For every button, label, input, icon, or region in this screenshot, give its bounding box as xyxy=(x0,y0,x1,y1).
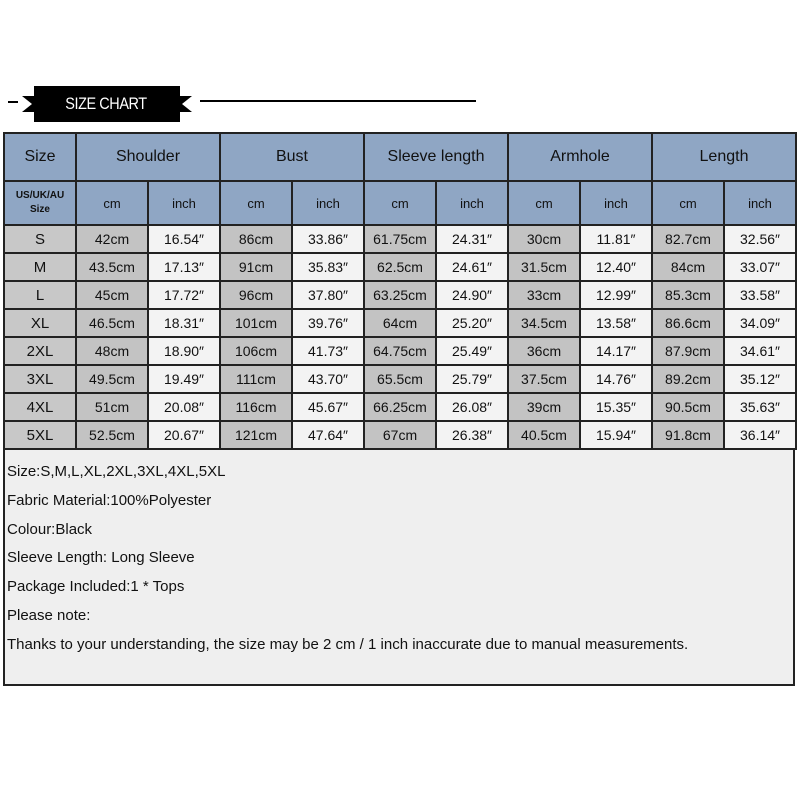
size-table xyxy=(3,132,797,450)
unit-inch: inch xyxy=(724,181,796,225)
cm-value: 89.2cm xyxy=(652,365,724,393)
banner-title: SIZE CHART xyxy=(65,94,147,113)
inch-value: 15.94″ xyxy=(580,421,652,449)
cm-value: 101cm xyxy=(220,309,292,337)
inch-value: 18.90″ xyxy=(148,337,220,365)
inch-value: 37.80″ xyxy=(292,281,364,309)
cm-value: 45cm xyxy=(76,281,148,309)
unit-inch: inch xyxy=(436,181,508,225)
table-row xyxy=(4,225,796,253)
inch-value: 26.08″ xyxy=(436,393,508,421)
inch-value: 16.54″ xyxy=(148,225,220,253)
cm-value: 43.5cm xyxy=(76,253,148,281)
cm-value: 64.75cm xyxy=(364,337,436,365)
cm-value: 33cm xyxy=(508,281,580,309)
cm-value: 116cm xyxy=(220,393,292,421)
note-disclaimer: Thanks to your understanding, the size may be 2 cm / 1 inch inaccurate due to manual measurements. xyxy=(7,635,689,653)
size-label: S xyxy=(4,225,76,253)
inch-value: 26.38″ xyxy=(436,421,508,449)
unit-cm: cm xyxy=(76,181,148,225)
table-row xyxy=(4,421,796,449)
size-chart-banner xyxy=(0,78,800,128)
unit-inch: inch xyxy=(148,181,220,225)
col-header-armhole: Armhole xyxy=(508,133,652,181)
inch-value: 13.58″ xyxy=(580,309,652,337)
inch-value: 43.70″ xyxy=(292,365,364,393)
cm-value: 61.75cm xyxy=(364,225,436,253)
note-package: Package Included:1 * Tops xyxy=(7,578,185,596)
size-label: L xyxy=(4,281,76,309)
banner-dash xyxy=(8,101,18,103)
unit-cm: cm xyxy=(508,181,580,225)
col-header-shoulder: Shoulder xyxy=(76,133,220,181)
inch-value: 41.73″ xyxy=(292,337,364,365)
cm-value: 52.5cm xyxy=(76,421,148,449)
inch-value: 24.31″ xyxy=(436,225,508,253)
inch-value: 35.83″ xyxy=(292,253,364,281)
inch-value: 20.08″ xyxy=(148,393,220,421)
inch-value: 34.09″ xyxy=(724,309,796,337)
cm-value: 51cm xyxy=(76,393,148,421)
cm-value: 121cm xyxy=(220,421,292,449)
cm-value: 62.5cm xyxy=(364,253,436,281)
cm-value: 67cm xyxy=(364,421,436,449)
cm-value: 31.5cm xyxy=(508,253,580,281)
product-notes xyxy=(7,458,787,660)
cm-value: 85.3cm xyxy=(652,281,724,309)
inch-value: 14.76″ xyxy=(580,365,652,393)
inch-value: 45.67″ xyxy=(292,393,364,421)
col-header-bust: Bust xyxy=(220,133,364,181)
cm-value: 39cm xyxy=(508,393,580,421)
cm-value: 48cm xyxy=(76,337,148,365)
inch-value: 34.61″ xyxy=(724,337,796,365)
table-row xyxy=(4,365,796,393)
unit-inch: inch xyxy=(580,181,652,225)
col-header-sleeve-length: Sleeve length xyxy=(364,133,508,181)
cm-value: 111cm xyxy=(220,365,292,393)
banner-rule xyxy=(200,100,476,102)
cm-value: 64cm xyxy=(364,309,436,337)
cm-value: 63.25cm xyxy=(364,281,436,309)
unit-cm: cm xyxy=(364,181,436,225)
cm-value: 86cm xyxy=(220,225,292,253)
note-colour: Colour:Black xyxy=(7,520,93,538)
table-row xyxy=(4,393,796,421)
unit-cm: cm xyxy=(220,181,292,225)
inch-value: 17.72″ xyxy=(148,281,220,309)
cm-value: 65.5cm xyxy=(364,365,436,393)
cm-value: 49.5cm xyxy=(76,365,148,393)
inch-value: 47.64″ xyxy=(292,421,364,449)
table-row xyxy=(4,337,796,365)
cm-value: 37.5cm xyxy=(508,365,580,393)
inch-value: 35.12″ xyxy=(724,365,796,393)
size-label: 3XL xyxy=(4,365,76,393)
inch-value: 24.90″ xyxy=(436,281,508,309)
inch-value: 14.17″ xyxy=(580,337,652,365)
inch-value: 18.31″ xyxy=(148,309,220,337)
size-label: M xyxy=(4,253,76,281)
inch-value: 33.86″ xyxy=(292,225,364,253)
inch-value: 24.61″ xyxy=(436,253,508,281)
note-sleeve: Sleeve Length: Long Sleeve xyxy=(7,549,195,567)
cm-value: 46.5cm xyxy=(76,309,148,337)
inch-value: 32.56″ xyxy=(724,225,796,253)
cm-value: 40.5cm xyxy=(508,421,580,449)
inch-value: 12.40″ xyxy=(580,253,652,281)
note-sizes: Size:S,M,L,XL,2XL,3XL,4XL,5XL xyxy=(7,463,226,480)
cm-value: 34.5cm xyxy=(508,309,580,337)
inch-value: 11.81″ xyxy=(580,225,652,253)
note-please: Please note: xyxy=(7,606,91,624)
cm-value: 84cm xyxy=(652,253,724,281)
cm-value: 87.9cm xyxy=(652,337,724,365)
size-label: XL xyxy=(4,309,76,337)
inch-value: 36.14″ xyxy=(724,421,796,449)
inch-value: 19.49″ xyxy=(148,365,220,393)
inch-value: 12.99″ xyxy=(580,281,652,309)
table-row xyxy=(4,253,796,281)
cm-value: 42cm xyxy=(76,225,148,253)
cm-value: 82.7cm xyxy=(652,225,724,253)
cm-value: 106cm xyxy=(220,337,292,365)
inch-value: 33.07″ xyxy=(724,253,796,281)
inch-value: 33.58″ xyxy=(724,281,796,309)
unit-cm: cm xyxy=(652,181,724,225)
size-header: Size xyxy=(4,133,76,181)
inch-value: 25.20″ xyxy=(436,309,508,337)
note-fabric: Fabric Material:100%Polyester xyxy=(7,491,212,509)
inch-value: 25.49″ xyxy=(436,337,508,365)
col-header-length: Length xyxy=(652,133,796,181)
cm-value: 91cm xyxy=(220,253,292,281)
cm-value: 36cm xyxy=(508,337,580,365)
inch-value: 17.13″ xyxy=(148,253,220,281)
cm-value: 86.6cm xyxy=(652,309,724,337)
size-label: 4XL xyxy=(4,393,76,421)
size-label: 5XL xyxy=(4,421,76,449)
size-label: 2XL xyxy=(4,337,76,365)
table-row xyxy=(4,309,796,337)
inch-value: 39.76″ xyxy=(292,309,364,337)
cm-value: 90.5cm xyxy=(652,393,724,421)
unit-inch: inch xyxy=(292,181,364,225)
inch-value: 20.67″ xyxy=(148,421,220,449)
unit-row xyxy=(4,181,796,225)
inch-value: 15.35″ xyxy=(580,393,652,421)
cm-value: 30cm xyxy=(508,225,580,253)
header-row xyxy=(4,133,796,181)
inch-value: 35.63″ xyxy=(724,393,796,421)
table-row xyxy=(4,281,796,309)
cm-value: 96cm xyxy=(220,281,292,309)
cm-value: 66.25cm xyxy=(364,393,436,421)
inch-value: 25.79″ xyxy=(436,365,508,393)
cm-value: 91.8cm xyxy=(652,421,724,449)
region-label: US/UK/AU Size xyxy=(4,181,76,225)
